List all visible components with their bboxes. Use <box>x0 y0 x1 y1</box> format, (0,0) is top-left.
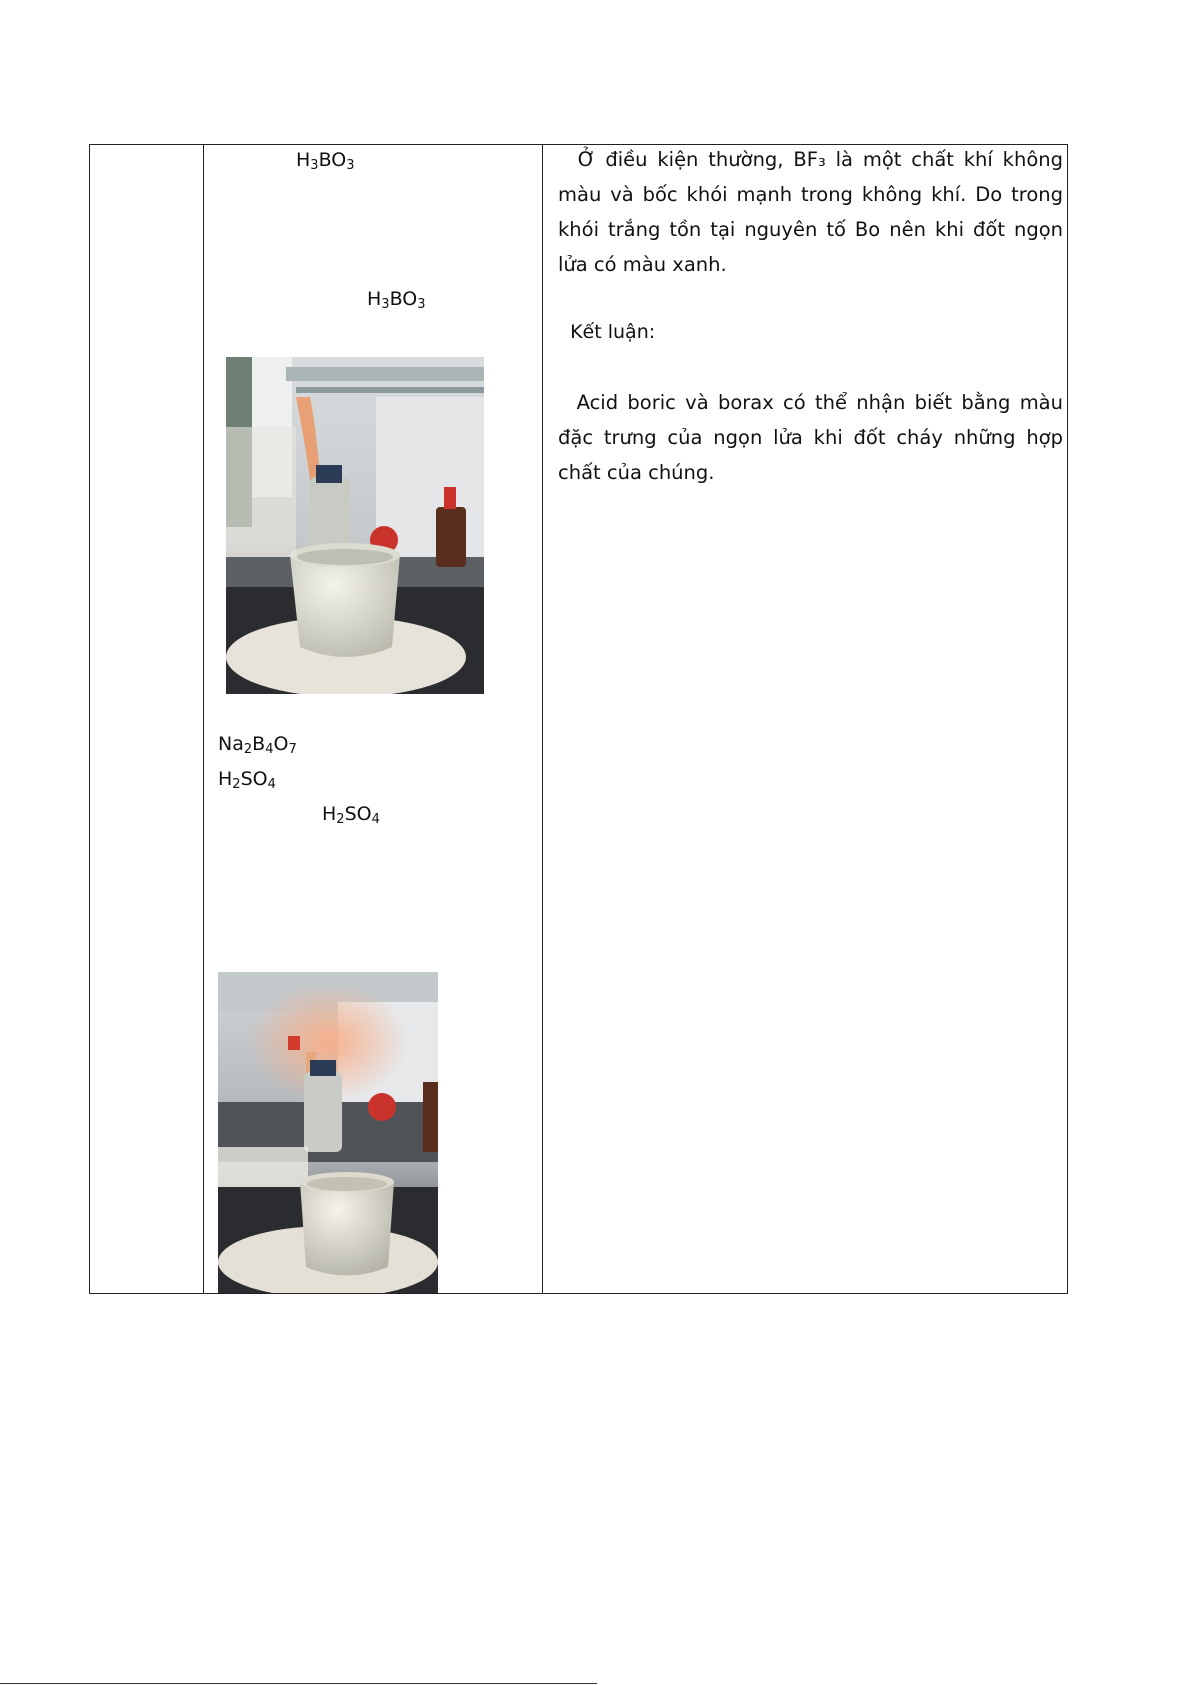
formula-h3bo3-2: $H_3BO_3$ <box>367 288 426 312</box>
footnote-separator <box>0 1683 597 1684</box>
formula-na2b4o7: $Na_2B_4O_7$ <box>218 733 297 757</box>
conclusion-text: Acid boric và borax có thể nhận biết bằng màu đặc trưng của ngọn lửa khi đốt cháy những hợp chất của chúng. <box>558 391 1063 484</box>
formula-h3bo3-1: $H_3BO_3$ <box>296 149 355 173</box>
column-divider-2 <box>542 145 543 1293</box>
photo-borax-crucible-flame <box>218 972 438 1293</box>
photo-boric-acid-crucible <box>226 357 484 694</box>
formula-h2so4-2: $H_2SO_4$ <box>322 803 380 827</box>
bf3-description: Ở điều kiện thường, BF₃ là một chất khí không màu và bốc khói mạnh trong không khí. Do trong khói trắng tồn tại nguyên tố Bo nên khi đốt ngọn lửa có màu xanh. <box>558 148 1063 276</box>
formula-h2so4-1: $H_2SO_4$ <box>218 768 276 792</box>
column-divider-1 <box>203 145 204 1293</box>
photo-borax-crucible-flame-image <box>218 972 438 1293</box>
photo-boric-acid-crucible-image <box>226 357 484 694</box>
conclusion-label: Kết luận: <box>570 321 656 343</box>
